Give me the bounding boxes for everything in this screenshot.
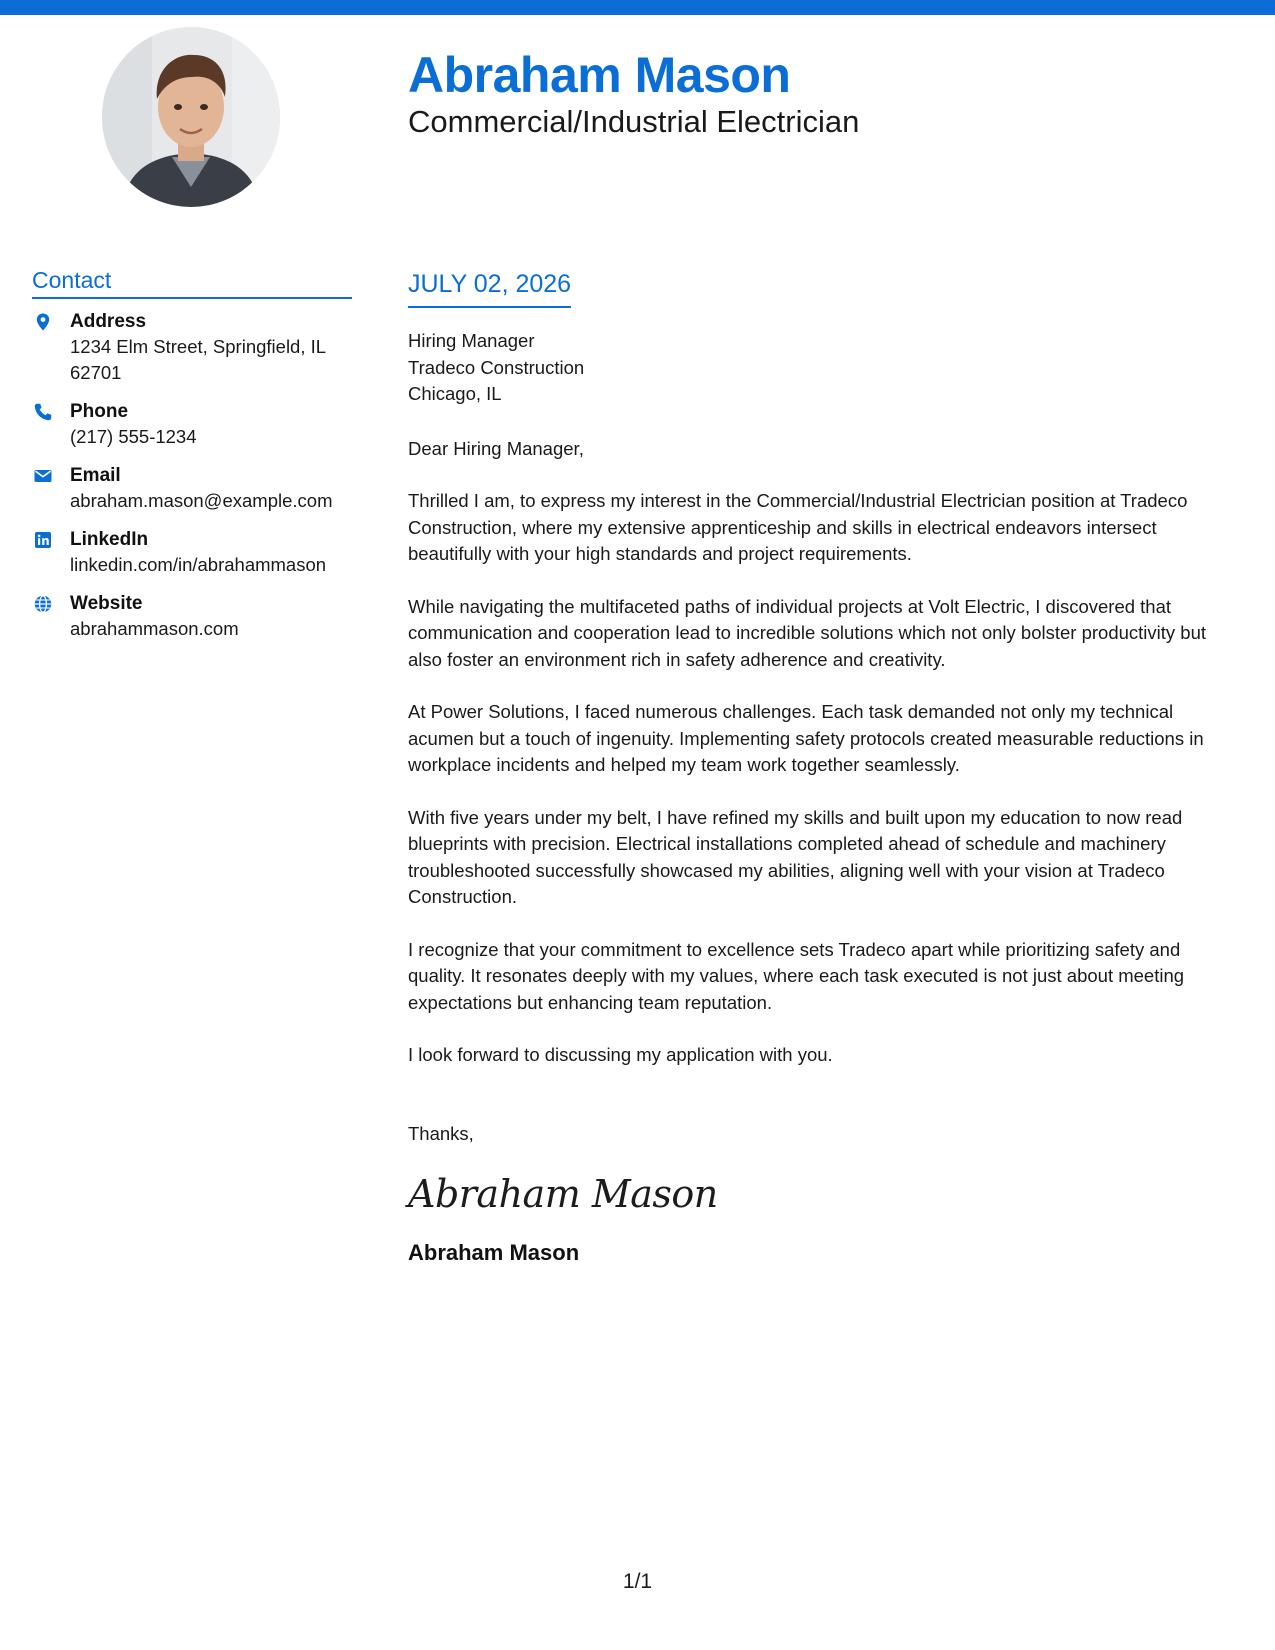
letter-paragraph: At Power Solutions, I faced numerous challenges. Each task demanded not only my technical acumen but a touch of ingenuity. Implementing safety protocols created measurable reductions in workplace incidents and helped my team work together seamlessly. [408,701,1204,775]
contact-value: abrahammason.com [70,618,239,639]
letter-paragraph: With five years under my belt, I have refined my skills and built upon my education to now read blueprints with precision. Electrical installations completed ahead of schedule and machinery troubleshooted successfully showcased my abilities, aligning well with your vision at Tradeco Construction. [408,806,1183,907]
letter-paragraph: While navigating the multifaceted paths of individual projects at Volt Electric, I discovered that communication and cooperation lead to incredible solutions which not only bolster productivity but also foster an environment rich in safety adherence and creativity. [408,595,1207,670]
contact-label: Email [70,465,121,486]
contact-label: Phone [70,401,129,422]
handwritten-signature: Abraham Mason [408,1172,718,1216]
page-number: 1/1 [622,1570,653,1593]
letter-paragraph: Thrilled I am, to express my interest in the Commercial/Industrial Electrician position at Tradeco Construction, where my extensive apprenticeship and skills in electrical endeavors intersect beautifully with your high standards and project requirements. [408,490,1188,564]
globe-icon [33,594,53,614]
contact-label: Website [70,593,143,614]
contact-heading: Contact [32,266,352,299]
letter-paragraph: I recognize that your commitment to excellence sets Tradeco apart while prioritizing safety and quality. It resonates deeply with my values, where each task executed is not just about meeting expectations but enhancing team reputation. [408,938,1185,1013]
recipient-line: Hiring Manager [408,330,535,351]
email-icon [33,466,53,486]
phone-icon [33,402,53,422]
signer-name: Abraham Mason [408,1240,580,1265]
recipient-line: Tradeco Construction [408,356,585,378]
letter-body [408,268,1238,1267]
closing: Thanks, [408,1122,474,1144]
salutation: Dear Hiring Manager, [408,437,584,459]
applicant-name: Abraham Mason [408,47,791,103]
contact-label: Address [70,311,147,332]
letter-paragraph: I look forward to discussing my application with you. [408,1044,833,1065]
job-title: Commercial/Industrial Electrician [408,104,860,139]
contact-value: abraham.mason@example.com [70,490,333,511]
top-accent-bar [0,0,1275,15]
contact-value: linkedin.com/in/abrahammason [70,554,327,575]
location-pin-icon [33,312,53,332]
contact-list [32,310,362,656]
contact-item-website [32,592,362,642]
contact-label: LinkedIn [70,529,149,550]
linkedin-icon [33,530,53,550]
contact-item-linkedin [32,528,362,578]
contact-item-email [32,464,362,514]
contact-item-phone [32,400,362,450]
contact-item-address [32,310,362,386]
letter-date: JULY 02, 2026 [408,268,571,308]
recipient-line: Chicago, IL [408,383,502,404]
contact-value: (217) 555-1234 [70,426,197,447]
recipient-block [408,328,1238,408]
profile-photo [102,27,280,207]
contact-value: 1234 Elm Street, Springfield, IL 62701 [70,336,326,383]
